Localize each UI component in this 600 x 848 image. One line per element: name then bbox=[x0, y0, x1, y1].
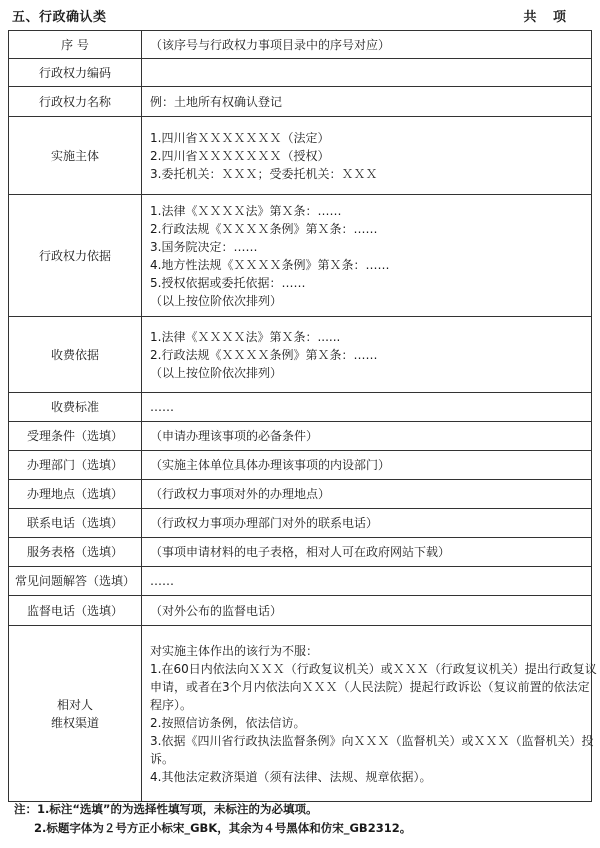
contact-phone-label: 联系电话（选填） bbox=[9, 509, 142, 538]
row-service-forms bbox=[9, 538, 592, 567]
admin-power-form-table bbox=[8, 30, 597, 802]
value-line: …… bbox=[150, 574, 174, 588]
value-line: 3.依据《四川省行政执法监督条例》向ＸＸＸ（监督机关）或ＸＸＸ（监督机关）投 bbox=[150, 733, 594, 748]
acceptance-conditions-value bbox=[142, 422, 592, 451]
row-faq bbox=[9, 567, 592, 596]
value-line: （申请办理该事项的必备条件） bbox=[150, 429, 319, 443]
value-line: 1.法律《ＸＸＸＸ法》第Ｘ条：…… bbox=[150, 203, 342, 218]
remedy-channels-label: 相对人 维权渠道 bbox=[9, 626, 142, 802]
value-line: 诉。 bbox=[150, 751, 175, 766]
value-line bbox=[150, 64, 585, 82]
page-header bbox=[0, 0, 600, 28]
row-legal-basis bbox=[9, 195, 592, 317]
value-line: 3.委托机关：ＸＸＸ；受委托机关：ＸＸＸ bbox=[150, 166, 378, 181]
handling-location-label: 办理地点（选填） bbox=[9, 480, 142, 509]
contact-phone-value bbox=[142, 509, 592, 538]
supervision-phone-label: 监督电话（选填） bbox=[9, 596, 142, 626]
value-line: 对实施主体作出的该行为不服： bbox=[150, 643, 319, 658]
handling-department-label: 办理部门（选填） bbox=[9, 451, 142, 480]
row-power-code bbox=[9, 59, 592, 87]
value-line: 2.按照信访条例，依法信访。 bbox=[150, 715, 306, 730]
handling-department-value bbox=[142, 451, 592, 480]
power-code-value bbox=[142, 59, 592, 87]
row-acceptance-conditions bbox=[9, 422, 592, 451]
power-code-label: 行政权力编码 bbox=[9, 59, 142, 87]
remedy-channels-value bbox=[142, 626, 597, 802]
value-line: 5.授权依据或委托依据：…… bbox=[150, 275, 306, 290]
footnotes bbox=[14, 800, 411, 838]
power-name-value bbox=[142, 87, 592, 117]
value-line: （行政权力事项办理部门对外的联系电话） bbox=[150, 516, 379, 530]
row-handling-department bbox=[9, 451, 592, 480]
value-line: （事项申请材料的电子表格，相对人可在政府网站下载） bbox=[150, 545, 451, 559]
value-line: （以上按位阶依次排列） bbox=[150, 293, 283, 308]
row-fee-basis bbox=[9, 317, 592, 393]
service-forms-label: 服务表格（选填） bbox=[9, 538, 142, 567]
note-1: 注：1.标注“选填”的为选择性填写项，未标注的为必填项。 bbox=[14, 802, 318, 816]
legal-basis-value bbox=[142, 195, 592, 317]
value-line: 4.其他法定救济渠道（须有法律、法规、规章依据）。 bbox=[150, 769, 432, 784]
row-fee-standard bbox=[9, 393, 592, 422]
row-handling-location bbox=[9, 480, 592, 509]
fee-basis-value bbox=[142, 317, 592, 393]
faq-value bbox=[142, 567, 592, 596]
supervision-phone-value bbox=[142, 596, 592, 626]
faq-label: 常见问题解答（选填） bbox=[9, 567, 142, 596]
row-implementing-body bbox=[9, 117, 592, 195]
value-line: 例：土地所有权确认登记 bbox=[150, 94, 283, 109]
note-2: 2.标题字体为２号方正小标宋_GBK，其余为４号黑体和仿宋_GB2312。 bbox=[34, 821, 412, 835]
value-line: 申请，或者在3个月内依法向ＸＸＸ（人民法院）提起行政诉讼（复议前置的依法定 bbox=[150, 679, 590, 694]
value-line: …… bbox=[150, 400, 174, 414]
row-remedy-channels bbox=[9, 626, 592, 802]
row-contact-phone bbox=[9, 509, 592, 538]
power-name-label: 行政权力名称 bbox=[9, 87, 142, 117]
row-supervision-phone bbox=[9, 596, 592, 626]
acceptance-conditions-label: 受理条件（选填） bbox=[9, 422, 142, 451]
fee-basis-label: 收费依据 bbox=[9, 317, 142, 393]
service-forms-value bbox=[142, 538, 592, 567]
implementing-body-label: 实施主体 bbox=[9, 117, 142, 195]
fee-standard-label: 收费标准 bbox=[9, 393, 142, 422]
value-line: 1.法律《ＸＸＸＸ法》第Ｘ条：...... bbox=[150, 329, 341, 344]
value-line: 2.行政法规《ＸＸＸＸ条例》第Ｘ条：…… bbox=[150, 221, 378, 236]
implementing-body-value bbox=[142, 117, 592, 195]
value-line: 3.国务院决定：…… bbox=[150, 239, 258, 254]
value-line: （对外公布的监督电话） bbox=[150, 603, 283, 618]
value-line: 1.四川省ＸＸＸＸＸＸＸ（法定） bbox=[150, 130, 330, 145]
row-serial-number bbox=[9, 31, 592, 59]
value-line: 1.在60日内依法向ＸＸＸ（行政复议机关）或ＸＸＸ（行政复议机关）提出行政复议 bbox=[150, 661, 597, 676]
value-line: 2.行政法规《ＸＸＸＸ条例》第Ｘ条：…… bbox=[150, 347, 378, 362]
value-line: （实施主体单位具体办理该事项的内设部门） bbox=[150, 458, 391, 472]
serial-number-value bbox=[142, 31, 592, 59]
value-line: 4.地方性法规《ＸＸＸＸ条例》第Ｘ条：…… bbox=[150, 257, 390, 272]
fee-standard-value bbox=[142, 393, 592, 422]
serial-number-label: 序 号 bbox=[9, 31, 142, 59]
legal-basis-label: 行政权力依据 bbox=[9, 195, 142, 317]
value-line: 程序）。 bbox=[150, 697, 193, 712]
value-line: （该序号与行政权力事项目录中的序号对应） bbox=[150, 37, 391, 52]
item-count: 共 项 bbox=[523, 10, 572, 25]
handling-location-value bbox=[142, 480, 592, 509]
value-line: （以上按位阶依次排列） bbox=[150, 365, 283, 380]
value-line: 2.四川省ＸＸＸＸＸＸＸ（授权） bbox=[150, 148, 330, 163]
value-line: （行政权力事项对外的办理地点） bbox=[150, 487, 331, 501]
row-power-name bbox=[9, 87, 592, 117]
section-title: 五、行政确认类 bbox=[12, 10, 107, 25]
